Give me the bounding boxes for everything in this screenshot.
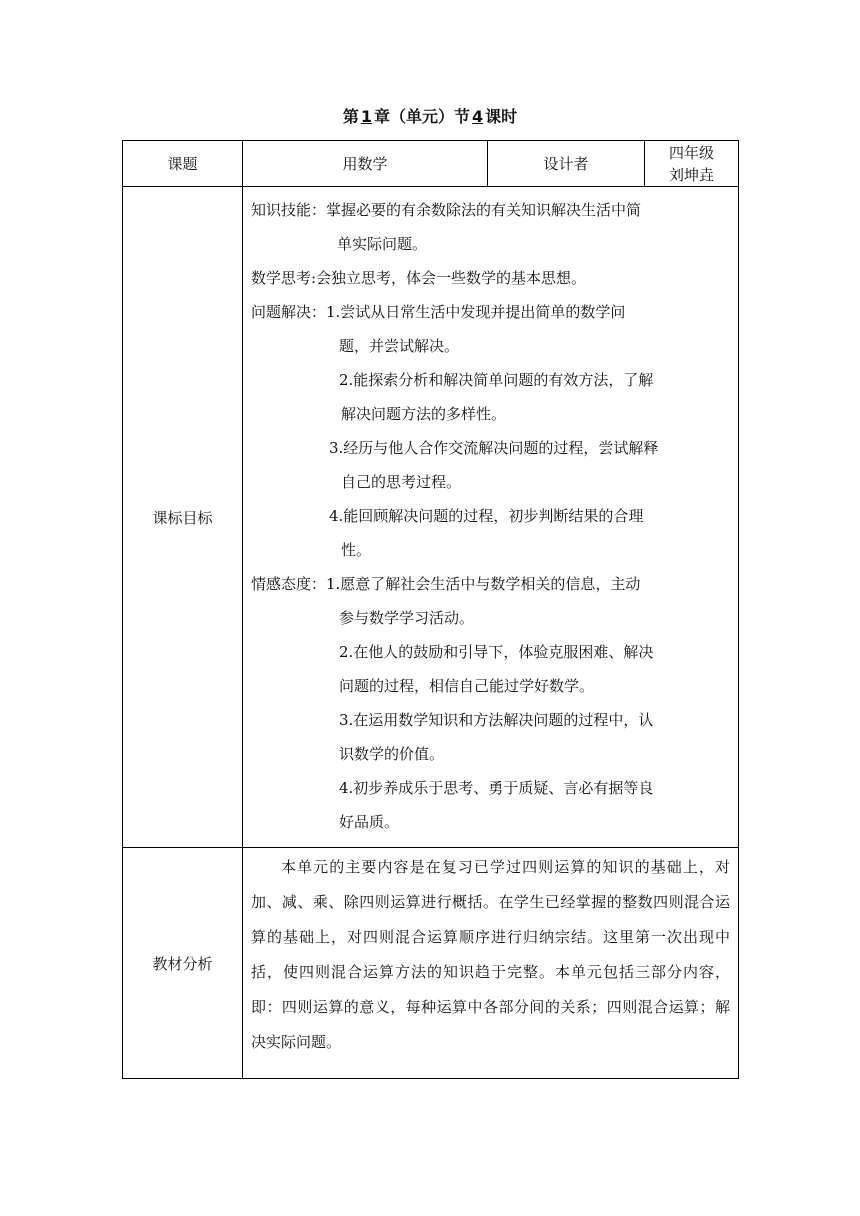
attitude-lead: 情感态度：1.愿意了解社会生活中与数学相关的信息，主动 xyxy=(251,575,641,593)
attitude-item2-a: 2.在他人的鼓励和引导下，体验克服困难、解决 xyxy=(339,643,654,661)
grade: 四年级 xyxy=(668,143,714,162)
knowledge-line2: 单实际问题。 xyxy=(337,235,428,253)
problem-solving-item4-b: 性。 xyxy=(341,541,372,559)
goals-content xyxy=(243,187,739,848)
lesson-number: 4 xyxy=(472,107,484,126)
attitude-item3-a: 3.在运用数学知识和方法解决问题的过程中，认 xyxy=(339,711,654,729)
topic-label: 课题 xyxy=(123,141,243,187)
problem-solving-item1-cont: 题，并尝试解决。 xyxy=(339,337,460,355)
title-suffix: 课时 xyxy=(485,107,518,126)
topic-value: 用数学 xyxy=(243,141,488,187)
problem-solving-item2-a: 2.能探索分析和解决简单问题的有效方法，了解 xyxy=(339,371,654,389)
designer-cell xyxy=(645,141,739,187)
problem-solving-item4-a: 4.能回顾解决问题的过程，初步判断结果的合理 xyxy=(329,507,644,525)
analysis-row xyxy=(123,848,739,1079)
title-prefix: 第 xyxy=(342,107,359,126)
lesson-plan-table xyxy=(122,140,739,1079)
problem-solving-item3-b: 自己的思考过程。 xyxy=(341,473,462,491)
attitude-item3-b: 识数学的价值。 xyxy=(339,745,445,763)
attitude-item2-b: 问题的过程，相信自己能过学好数学。 xyxy=(339,677,595,695)
title-middle: 章（单元）节 xyxy=(373,107,470,126)
goals-row xyxy=(123,187,739,848)
attitude-item4-a: 4.初步养成乐于思考、勇于质疑、言必有据等良 xyxy=(339,779,654,797)
attitude-item4-b: 好品质。 xyxy=(339,813,400,831)
header-row xyxy=(123,141,739,187)
attitude-item1-cont: 参与数学学习活动。 xyxy=(339,609,475,627)
thinking-line: 数学思考:会独立思考，体会一些数学的基本思想。 xyxy=(251,269,587,287)
problem-solving-item2-b: 解决问题方法的多样性。 xyxy=(341,405,507,423)
knowledge-line1: 知识技能：掌握必要的有余数除法的有关知识解决生活中简 xyxy=(251,201,642,219)
problem-solving-lead: 问题解决：1.尝试从日常生活中发现并提出简单的数学问 xyxy=(251,303,626,321)
goals-label: 课标目标 xyxy=(123,187,243,848)
analysis-content xyxy=(243,848,739,1079)
designer-name: 刘坤垚 xyxy=(668,165,714,184)
page-title xyxy=(0,104,860,127)
analysis-label: 教材分析 xyxy=(123,848,243,1079)
problem-solving-item3-a: 3.经历与他人合作交流解决问题的过程，尝试解释 xyxy=(329,439,659,457)
chapter-number: 1 xyxy=(360,107,372,126)
designer-label: 设计者 xyxy=(488,141,645,187)
analysis-text: 本单元的主要内容是在复习已学过四则运算的知识的基础上，对加、减、乘、除四则运算进行概括。在学生已经掌握的整数四则混合运算的基础上，对四则混合运算顺序进行归纳宗结。这里第一次出现中括，使四则混合运算方法的知识趋于完整。本单元包括三部分内容，即：四则运算的意义，每种运算中各部分间的关系；四则混合运算；解决实际问题。 xyxy=(251,858,730,1051)
